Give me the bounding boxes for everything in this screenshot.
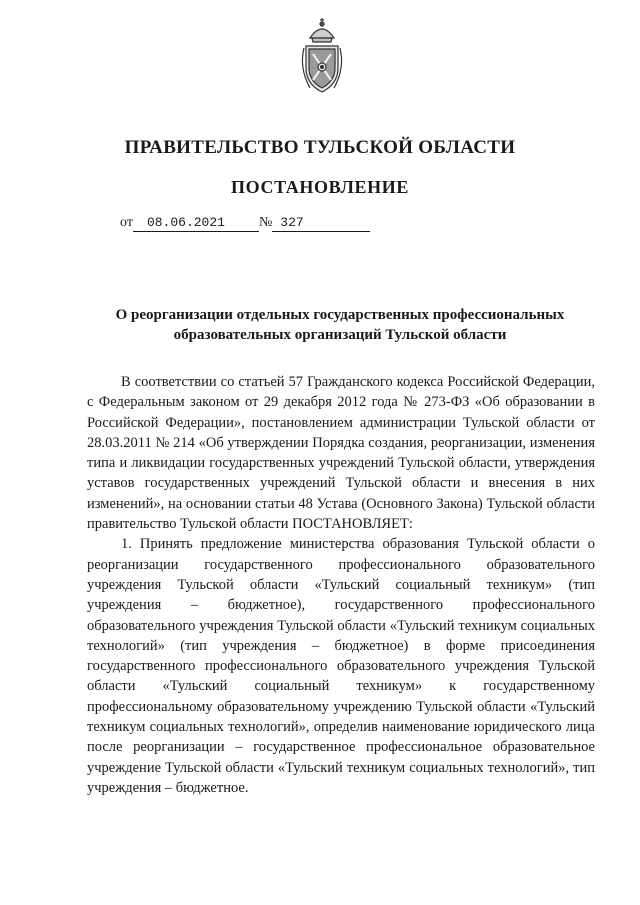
document-type: ПОСТАНОВЛЕНИЕ bbox=[231, 177, 409, 197]
date-prefix: от bbox=[120, 215, 133, 230]
body-paragraph-preamble: В соответствии со статьей 57 Гражданского кодекса Российской Федерации, с Федеральным законом от 29 декабря 2012 года № 273-ФЗ «Об образовании в Российской Федерации», постановлением администрации Тульской области от 28.03.2011 № 214 «Об утверждении Порядка создания, реорганизации, изменения типа и ликвидации государственных учреждений Тульской области, утверждения уставов государственных учреждений Тульской области и внесения в них изменений», на основании статьи 48 Устава (Основного Закона) Тульской области правительство Тульской области ПОСТАНОВЛЯЕТ: bbox=[87, 374, 595, 533]
body-paragraph-item-1: 1. Принять предложение министерства образования Тульской области о реорганизации государственного профессионального образовательного учреждения Тульской области «Тульский социальный техникум» (тип учреждения – бюджетное), государственного профессионального образовательного учреждения Тульской области «Тульский техникум социальных технологий» (тип учреждения – бюджетное) в форме присоединения государственного профессионального образовательного учреждения Тульской области «Тульский социальный техникум» к государственному профессиональному образовательному учреждению Тульской области «Тульский техникум социальных технологий», определив наименование юридического лица после реорганизации – государственное профессиональное образовательное учреждение Тульской области «Тульский техникум социальных технологий», тип учреждения – бюджетное. bbox=[87, 536, 595, 796]
coat-of-arms-emblem bbox=[298, 18, 346, 98]
subject-line-2: образовательных организаций Тульской области bbox=[173, 327, 507, 343]
document-date: 08.06.2021 bbox=[133, 215, 259, 232]
number-prefix: № bbox=[258, 215, 273, 230]
government-title: ПРАВИТЕЛЬСТВО ТУЛЬСКОЙ ОБЛАСТИ bbox=[124, 137, 516, 158]
document-body bbox=[87, 372, 595, 798]
date-number-line bbox=[120, 215, 370, 232]
document-subject bbox=[80, 305, 600, 345]
document-number: 327 bbox=[272, 215, 370, 232]
subject-line-1: О реорганизации отдельных государственных профессиональных bbox=[115, 307, 565, 323]
